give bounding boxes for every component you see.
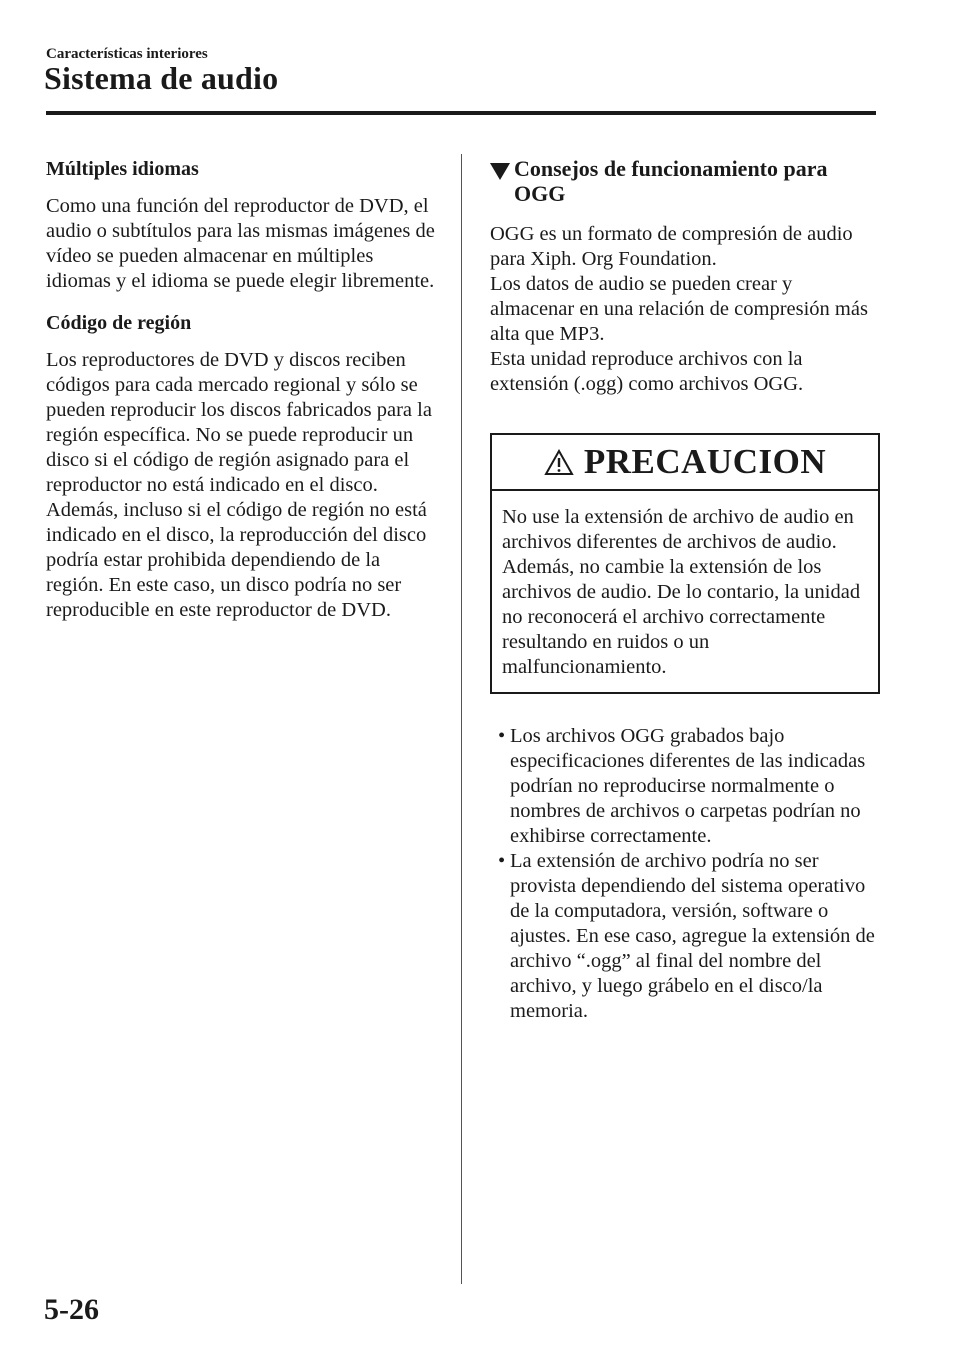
header-rule (46, 111, 876, 115)
bullet-list (490, 724, 878, 1024)
section-label: Características interiores (46, 46, 208, 62)
heading-region-code: Código de región (46, 312, 192, 334)
column-divider (461, 154, 462, 1284)
bullet-marker: • (498, 725, 506, 747)
list-item-text: La extensión de archivo podría no ser provista dependiendo del sistema operativo de la computadora, versión, software o ajustes. En ese caso, agregue la extensión de archivo “.ogg” al final del nombre del archivo, y luego grábelo en el disco/la memoria. (510, 850, 875, 1022)
paragraph-region-code: Los reproductores de DVD y discos reciben códigos para cada mercado regional y sólo se pueden reproducir los discos fabricados para la región específica. No se puede reproducir un disco si el código de región asignado para el reproductor no está indicado en el disco. Además, incluso si el código de región no está indicado en el disco, la reproducción del disco podría estar prohibida dependiendo de la región. En este caso, un disco podría no ser reproducible en este reproductor de DVD. (46, 349, 432, 621)
page-title: Sistema de audio (44, 60, 279, 96)
section-heading-ogg (490, 156, 878, 206)
right-column (490, 156, 878, 1024)
paragraph-ogg-format: OGG es un formato de compresión de audio para Xiph. Org Foundation. (490, 223, 853, 270)
triangle-marker-icon (490, 163, 510, 180)
caution-title: PRECAUCION (583, 442, 827, 481)
list-item (490, 849, 878, 1024)
paragraph-multiple-languages: Como una función del reproductor de DVD, el audio o subtítulos para las mismas imágenes de vídeo se pueden almacenar en múltiples idiomas y el idioma se puede elegir libremente. (46, 195, 435, 292)
left-column (46, 156, 441, 623)
caution-text: No use la extensión de archivo de audio en archivos diferentes de archivos de audio. Además, no cambie la extensión de los archivos de audio. De lo contario, la unidad no reconocerá el archivo correctamente resultando en ruidos o un malfuncionamiento. (502, 506, 861, 678)
paragraph-ogg-extension: Esta unidad reproduce archivos con la extensión (.ogg) como archivos OGG. (490, 348, 804, 395)
heading-multiple-languages: Múltiples idiomas (46, 158, 199, 180)
list-item-text: Los archivos OGG grabados bajo especificaciones diferentes de las indicadas podrían no reproducirse normalmente o nombres de archivos o carpetas podrían no exhibirse correctamente. (510, 725, 866, 847)
page-number: 5-26 (44, 1293, 99, 1326)
caution-box (490, 433, 880, 694)
list-item (490, 724, 878, 849)
bullet-marker: • (498, 850, 506, 872)
section-heading-text: Consejos de funcionamiento para OGG (514, 156, 828, 206)
caution-header (492, 435, 878, 491)
warning-icon (544, 449, 574, 476)
paragraph-ogg-compression: Los datos de audio se pueden crear y almacenar en una relación de compresión más alta que MP3. (490, 273, 868, 345)
